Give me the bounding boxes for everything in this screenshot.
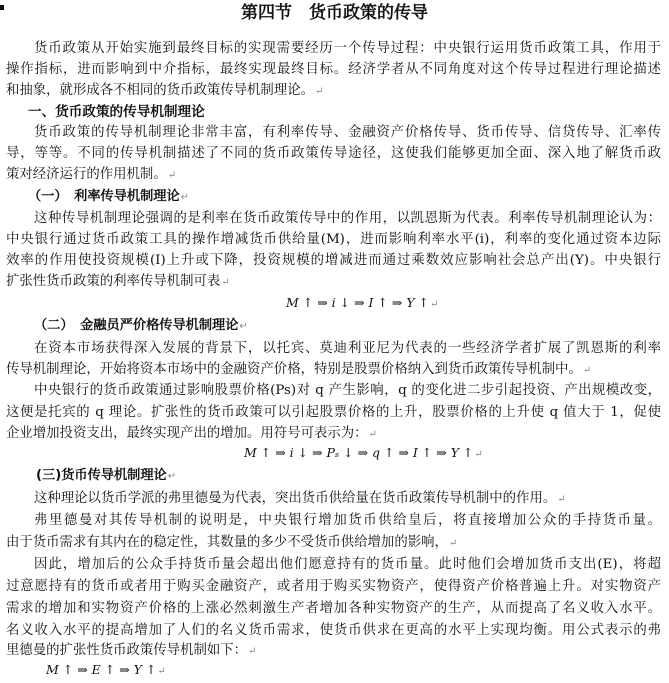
paragraph-mark: ↵ <box>248 646 257 657</box>
sub1-line-1: 这种传导机制理论强调的是利率在货币政策传导中的作用，以凯恩斯为代表。利率传导机制理论认为： <box>34 211 661 226</box>
subsection-heading-monetary <box>36 468 176 485</box>
paragraph-mark: ↵ <box>582 365 592 376</box>
sub3-p3-line-5-text: 里德曼的扩张性货币政策传导机制如下： <box>6 643 248 658</box>
sub2-p1-line-2 <box>6 362 591 379</box>
formula-monetary-channel <box>46 662 166 680</box>
page-title: 第四节 货币政策的传导 <box>241 3 428 23</box>
sub1-line-2: 中央银行通过货币政策工具的操作增减货币供给量(M)，进而影响利率水平(i)，利率的变化通过资本边际 <box>6 232 661 247</box>
sub1-line-3: 效率的作用使投资规模(I)上升或下降，投资规模的增减进而通过乘数效应影响社会总产出(Y)。中央银行 <box>6 253 661 268</box>
paragraph-mark: ↵ <box>167 471 177 482</box>
sub2-p2-line-3-text: 企业增加投资支出，最终实现产出的增加。用符号可表示为： <box>6 426 368 441</box>
subsection-heading-asset-price <box>34 318 248 335</box>
intro-line-1: 货币政策从开始实施到最终目标的实现需要经历一个传导过程：中央银行运用货币政策工具，作用于 <box>34 41 661 56</box>
sub3-p2-line-1: 弗里德曼对其传导机制的说明是，中央银行增加货币供给皇后，将直接增加公众的手持货币量。 <box>34 513 661 528</box>
sub3-p1-text: 这种理论以货币学派的弗里德曼为代表，突出货币供给量在货币政策传导机制中的作用。 <box>34 491 557 506</box>
subsection-heading-monetary-text: (三)货币传导机制理论 <box>36 468 167 483</box>
paragraph-mark: ↵ <box>448 538 458 549</box>
formula-monetary-text: M ↑ ⇒ E ↑ ⇒ Y ↑ <box>46 662 157 677</box>
formula-asset-price-channel <box>244 445 483 463</box>
sub3-p3-line-1: 因此，增加后的公众手持货币量会超出他们愿意持有的货币量。此时他们会增加货币支出(E)，将超 <box>34 557 661 572</box>
intro-line-2: 操作指标，进而影响到中介指标，最终实现最终目标。经济学者从不同角度对这个传导过程进行理论描述 <box>6 62 661 77</box>
paragraph-mark: ↵ <box>368 429 377 440</box>
subsection-heading-interest-rate <box>28 189 189 206</box>
paragraph-mark: ↵ <box>239 321 248 332</box>
sub2-p2-line-2: 这便是托宾的 q 理论。扩张性的货币政策可以引起股票价格的上升，股票价格的上升使 q 值大于 1，促使 <box>6 405 661 420</box>
sub2-p1-line-2-text: 传导机制理论，开始将资本市场中的金融资产价格，特别是股票价格纳入到货币政策传导机制中。 <box>6 362 582 377</box>
section1-line-1: 货币政策的传导机制理论非常丰富，有利率传导、金融资产价格传导、货币传导、信贷传导、汇率传 <box>34 125 661 140</box>
sub3-p1 <box>34 491 566 508</box>
formula-interest-rate-text: M ↑ ⇒ i ↓ ⇒ I ↑ ⇒ Y ↑ <box>286 295 430 310</box>
paragraph-mark: ↵ <box>430 299 439 310</box>
paragraph-mark: ↵ <box>557 494 566 505</box>
paragraph-mark: ↵ <box>474 449 483 460</box>
intro-line-3-text: 和抽象，就形成各不相同的货币政策传导机制理论。 <box>6 83 314 98</box>
sub1-line-4 <box>6 274 230 291</box>
paragraph-mark: ↵ <box>167 170 177 181</box>
sub3-p3-line-5 <box>6 643 256 660</box>
section1-line-3 <box>6 167 176 184</box>
paragraph-mark: ↵ <box>157 666 166 677</box>
sub3-p2-line-2 <box>6 535 457 552</box>
sub3-p3-line-2: 过意愿持有的货币或者用于购买金融资产，或者用于购买实物资产，使得资产价格普遍上升。对实物资产 <box>6 579 661 594</box>
sub2-p2-line-3 <box>6 426 377 443</box>
sub2-p1-line-1: 在资本市场获得深入发展的背景下，以托宾、莫迪利亚尼为代表的一些经济学者扩展了凯恩斯的利率 <box>34 341 661 356</box>
paragraph-mark: ↵ <box>180 192 190 203</box>
intro-line-3 <box>6 83 323 100</box>
formula-interest-rate-channel <box>286 295 438 313</box>
sub3-p2-line-2-text: 由于货币需求有其内在的稳定性，其数量的多少不受货币供给增加的影响， <box>6 535 448 550</box>
section1-line-3-text: 策对经济运行的作用机制。 <box>6 167 167 182</box>
section1-line-2: 导，等等。不同的传导机制描述了不同的货币政策传导途径，这使我们能够更加全面、深入地了解货币政 <box>6 146 661 161</box>
subsection-heading-interest-rate-text: （一） 利率传导机制理论 <box>28 189 180 204</box>
paragraph-mark: ↵ <box>221 277 230 288</box>
sub1-line-4-text: 扩张性货币政策的利率传导机制可表 <box>6 274 221 289</box>
subsection-heading-asset-price-text: （二） 金融员严价格传导机制理论 <box>34 318 239 333</box>
sub3-p3-line-3: 需求的增加和实物资产价格的上涨必然刺激生产者增加各种实物资产的生产，从而提高了名义收入水平。 <box>6 601 661 616</box>
formula-asset-price-text: M ↑ ⇒ i ↓ ⇒ Pₛ ↓ ⇒ q ↑ ⇒ I ↑ ⇒ Y ↑ <box>244 445 474 460</box>
section-heading-transmission-theory: 一、货币政策的传导机制理论 <box>28 104 205 120</box>
sub2-p2-line-1: 中央银行的货币政策通过影响股票价格(Ps)对 q 产生影响，q 的变化进二步引起投资、产出规模改变， <box>34 383 661 398</box>
paragraph-mark: ↵ <box>314 86 324 97</box>
sub3-p3-line-4: 名义收入水平的提高增加了人们的名义货币需求，使货币供求在更高的水平上实现均衡。用公式表示的弗 <box>6 623 661 638</box>
